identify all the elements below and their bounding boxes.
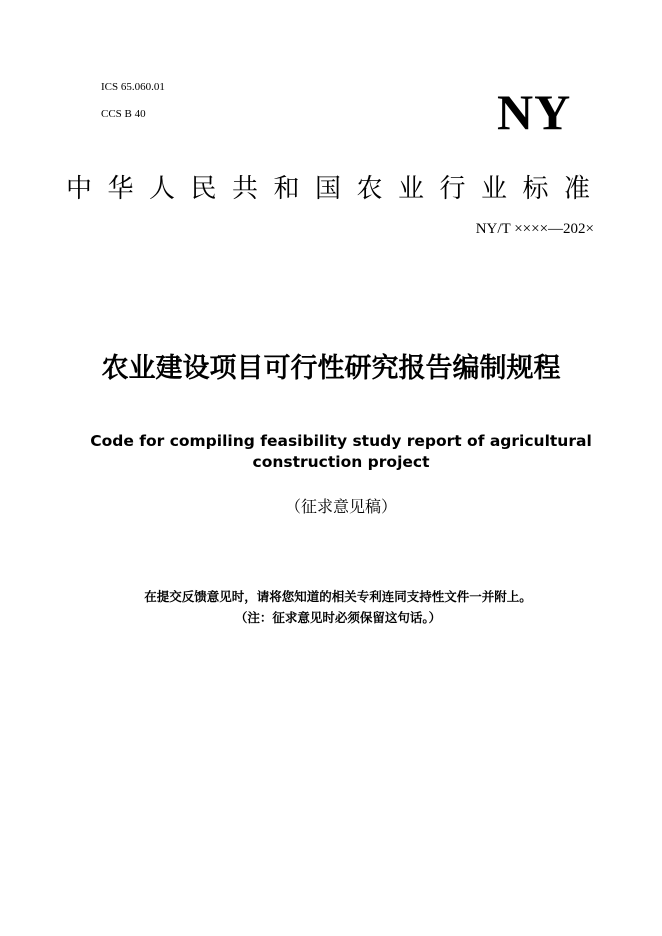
classification-codes bbox=[101, 80, 165, 121]
standard-category-title: 中华人民共和国农业行业标准 bbox=[66, 174, 606, 204]
ccs-code: CCS B 40 bbox=[101, 108, 146, 120]
patent-notice-line1: 在提交反馈意见时，请将您知道的相关专利连同支持性文件一并附上。 bbox=[144, 589, 532, 604]
ics-code: ICS 65.060.01 bbox=[101, 81, 165, 93]
patent-notice-line2: （注：征求意见时必须保留这句话。） bbox=[234, 610, 442, 625]
draft-status: （征求意见稿） bbox=[284, 497, 397, 516]
patent-notice bbox=[0, 586, 662, 628]
document-title-cn: 农业建设项目可行性研究报告编制规程 bbox=[101, 353, 561, 384]
standard-mark-logo: NY bbox=[497, 84, 572, 140]
document-title-en: Code for compiling feasibility study report of agricultural construction project bbox=[90, 432, 592, 471]
standard-number: NY/T ××××—202× bbox=[475, 221, 594, 237]
